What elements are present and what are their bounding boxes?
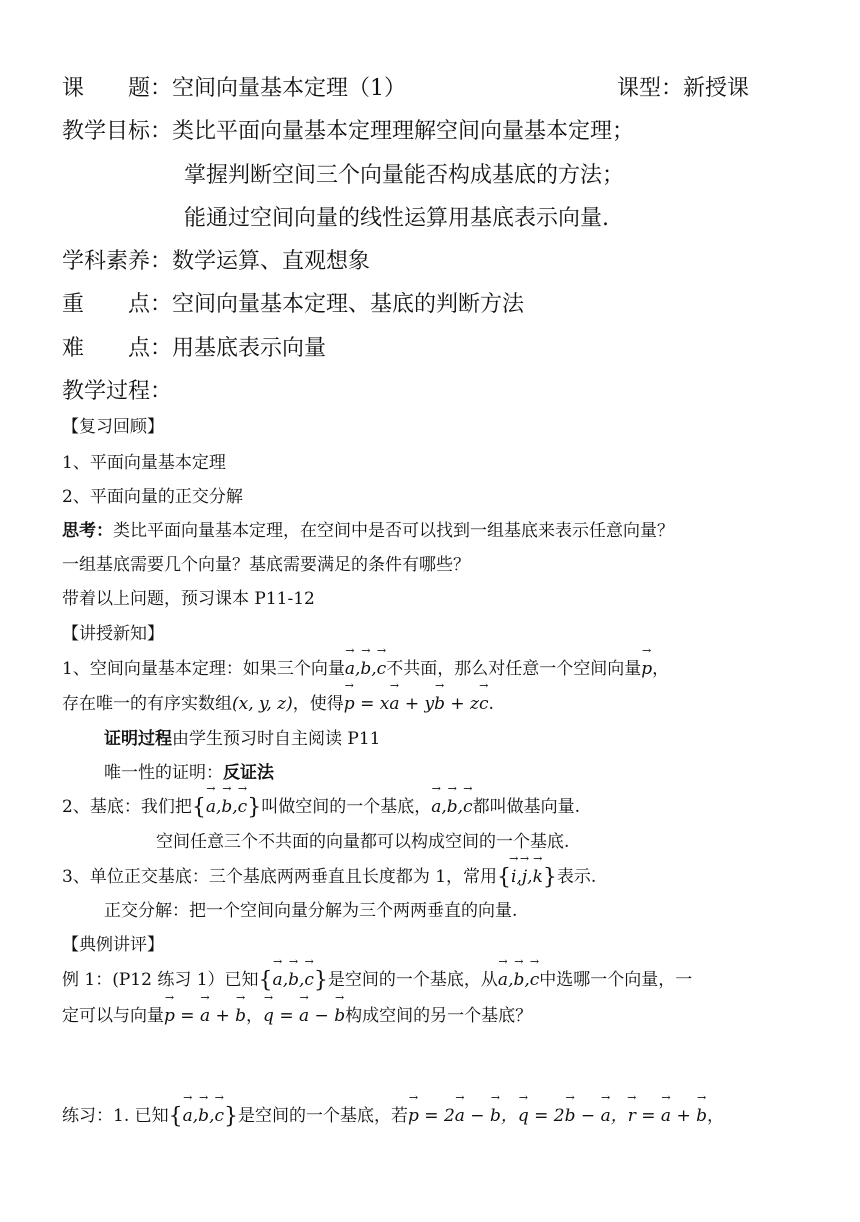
proof-line [104,726,380,752]
vector-q-formula: q → = a → − b → [263,1006,345,1026]
basis-note: 空间任意三个不共面的向量都可以构成空间的一个基底. [156,832,570,852]
literacy-line [62,247,370,277]
basis-set: {a →,b →,c →} [259,970,328,990]
theorem-formula: p → = xa → + yb → + zc → [344,694,489,714]
basis-set: {a →,b →,c →} [192,797,261,817]
objectives-label: 教学目标： [62,119,173,144]
vector-p: p → [641,659,652,679]
proof-label: 证明过程 [104,729,172,749]
process-heading: 教学过程： [62,379,173,404]
new-knowledge-heading: 【讲授新知】 [62,624,164,644]
vector-set: a →,b →,c → [498,970,539,990]
example-1-line-2: 定可以与向量p → = a → + b →，q → = a → − b →构成空间的另一个基底？ [62,1003,532,1029]
difficulty-label: 难 点： [62,336,173,361]
vector-set: a →,b →,c → [431,797,472,817]
lesson-type-value: 新授课 [683,76,750,101]
preview-note: 带着以上问题，预习课本 P11-12 [62,589,315,609]
lesson-type-label: 课型： [617,76,684,101]
example-1-line-1: 例 1：(P12 练习 1）已知{a →,b →,c →}是空间的一个基底，从a →,b →,c →中选哪一个向量，一 [62,967,692,994]
exercise-line: 练习：1. 已知{a →,b →,c →}是空间的一个基底，若p → = 2a → − b →，q → = 2b → − a →，r → = a → + b →， [62,1103,724,1130]
vector-p-formula: p → = a → + b → [164,1006,246,1026]
think-text: 类比平面向量基本定理，在空间中是否可以找到一组基底来表示任意向量？ [113,521,674,541]
keypoint-line [62,290,524,320]
theorem-line-1: 1、空间向量基本定理：如果三个向量a →,b →,c →不共面，那么对任意一个空间向量p →， [62,656,669,682]
orthonormal-set: {i →,j →,k →} [497,867,557,887]
exercise-formula: p → = 2a → − b →，q → = 2b → − a →，r → = a → + b → [408,1106,707,1126]
difficulty-text: 用基底表示向量 [172,336,327,361]
basis-line: 2、基底：我们把{a →,b →,c →}叫做空间的一个基底，a →,b →,c →都叫做基向量. [62,794,580,821]
review-item: 2、平面向量的正交分解 [62,487,243,507]
think-label: 思考： [62,521,113,541]
proof-text: 由学生预习时自主阅读 P11 [172,729,381,749]
literacy-label: 学科素养： [62,249,173,274]
theorem-line-2: 存在唯一的有序实数组(x, y, z)，使得p → = xa → + yb → + zc →. [62,691,494,717]
uniqueness-line: 唯一性的证明：反证法 [104,763,274,783]
objective-item: 掌握判断空间三个向量能否构成基底的方法； [184,163,625,188]
lesson-type [617,74,749,104]
objective-item: 能通过空间向量的线性运算用基底表示向量. [184,206,609,231]
difficulty-line [62,334,326,364]
topic-text: 空间向量基本定理（1） [172,76,407,101]
topic-label: 课 题： [62,76,173,101]
topic-line [62,74,406,104]
think-text-2: 一组基底需要几个向量？基底需要满足的条件有哪些？ [62,555,470,575]
orthonormal-line: 3、单位正交基底：三个基底两两垂直且长度都为 1，常用{i →,j →,k →}表示. [62,864,596,891]
review-heading: 【复习回顾】 [62,417,164,437]
review-item: 1、平面向量基本定理 [62,453,226,473]
keypoint-text: 空间向量基本定理、基底的判断方法 [172,292,525,317]
vector-set: a →,b →,c → [345,659,386,679]
uniqueness-method: 反证法 [223,763,274,783]
objective-item: 类比平面向量基本定理理解空间向量基本定理； [172,119,635,144]
literacy-text: 数学运算、直观想象 [172,249,371,274]
objectives [62,117,634,147]
examples-heading: 【典例讲评】 [62,935,164,955]
think-line [62,518,674,544]
ordered-triple: (x, y, z) [232,694,293,714]
orthogonal-decomposition: 正交分解：把一个空间向量分解为三个两两垂直的向量. [104,901,518,921]
keypoint-label: 重 点： [62,292,173,317]
basis-set: {a →,b →,c →} [169,1106,238,1126]
